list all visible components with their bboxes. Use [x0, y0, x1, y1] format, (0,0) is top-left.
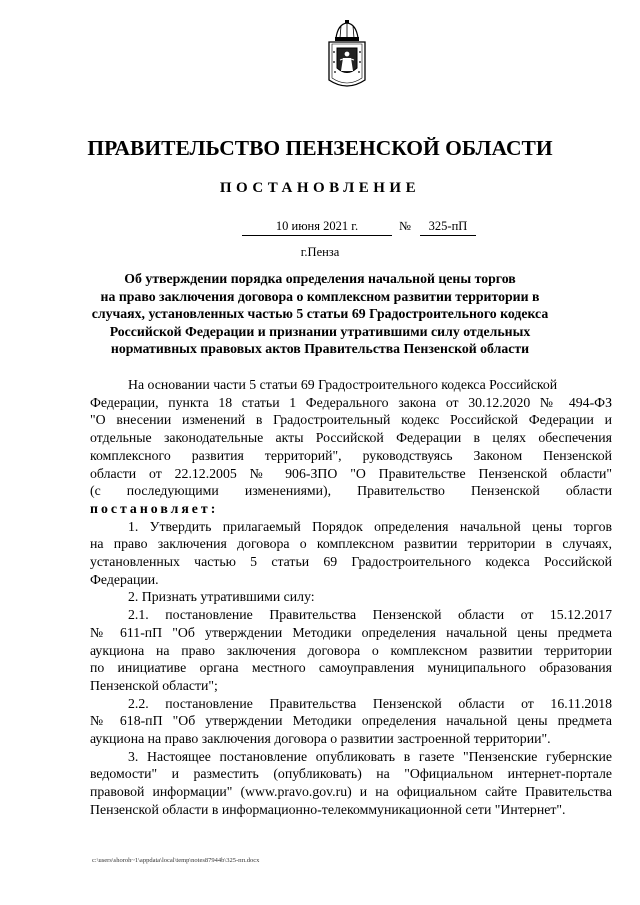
body-line: области от 22.12.2005 № 906-ЗПО "О Правительстве Пензенской области" [90, 465, 612, 481]
body-line: Федерации, пункта 18 статьи 1 Федерального закона от 30.12.2020 № 494-ФЗ [90, 394, 612, 410]
body-line: Пензенской области"; [90, 677, 218, 693]
document-type: ПОСТАНОВЛЕНИЕ [219, 180, 421, 196]
subject-line: Российской Федерации и признании утратившими силу отдельных [109, 323, 531, 339]
body-line: "О внесении изменений в Градостроительный кодекс Российской Федерации и [90, 412, 612, 428]
government-title: ПРАВИТЕЛЬСТВО ПЕНЗЕНСКОЙ ОБЛАСТИ [87, 136, 553, 160]
subject-line: случаях, установленных частью 5 статьи 69 Градостроительного кодекса [91, 306, 549, 322]
body-line: На основании части 5 статьи 69 Градостроительного кодекса Российской [128, 377, 558, 392]
body-line: № 618-пП "Об утверждении Методики определения начальной цены предмета [90, 713, 612, 729]
body-line: установленных частью 5 статьи 69 Градостроительного кодекса Российской [90, 554, 612, 570]
body-line: на право заключения договора о комплексном развитии территории в случаях, [90, 536, 612, 552]
document-date: 10 июня 2021 г. [242, 219, 392, 236]
body-line: 2. Признать утратившими силу: [128, 589, 315, 605]
body-line: ведомости" и разместить (опубликовать) на "Официальном интернет-портале [90, 766, 612, 782]
body-line: комплексного развития территорий", руководствуясь Законом Пензенской [90, 447, 612, 463]
coat-of-arms-icon [326, 20, 368, 92]
body-line: по инициативе органа местного самоуправления муниципального образования [90, 660, 612, 676]
body-line: аукциона на право заключения договора о комплексном развитии территории [90, 642, 612, 658]
body-line: аукциона на право заключения договора о развитии застроенной территории". [90, 731, 551, 747]
file-path-footer: c:\users\shoroh~1\appdata\local\temp\notes87944b\325-пп.docx [92, 857, 260, 864]
document-subject [0, 270, 640, 358]
body-line-resolves: постановляет: [90, 500, 219, 516]
subject-line: на право заключения договора о комплексном развитии территории в [100, 288, 540, 304]
body-line: 2.2. постановление Правительства Пензенской области от 16.11.2018 [128, 695, 612, 711]
body-line: Федерации. [90, 571, 159, 587]
body-line: 3. Настоящее постановление опубликовать в газете "Пензенские губернские [128, 748, 612, 764]
body-line: 1. Утвердить прилагаемый Порядок определения начальной цены торгов [128, 518, 612, 534]
subject-line: нормативных правовых актов Правительства Пензенской области [110, 341, 530, 357]
city-name: г.Пенза [300, 245, 340, 259]
document-number: 325-пП [420, 219, 476, 236]
subject-line: Об утверждении порядка определения начальной цены торгов [124, 271, 516, 286]
body-line: 2.1. постановление Правительства Пензенской области от 15.12.2017 [128, 607, 612, 623]
body-line: Пензенской области в информационно-телекоммуникационной сети "Интернет". [90, 801, 566, 817]
body-line: правовой информации" (www.pravo.gov.ru) и на официальном сайте Правительства [90, 784, 612, 800]
body-line: (с последующими изменениями), Правительство Пензенской области [90, 483, 612, 499]
document-body [90, 376, 612, 819]
body-line: отдельные законодательные акты Российской Федерации в целях обеспечения [90, 430, 612, 446]
body-line: № 611-пП "Об утверждении Методики определения начальной цены предмета [90, 624, 612, 640]
number-sign: № [399, 219, 411, 233]
